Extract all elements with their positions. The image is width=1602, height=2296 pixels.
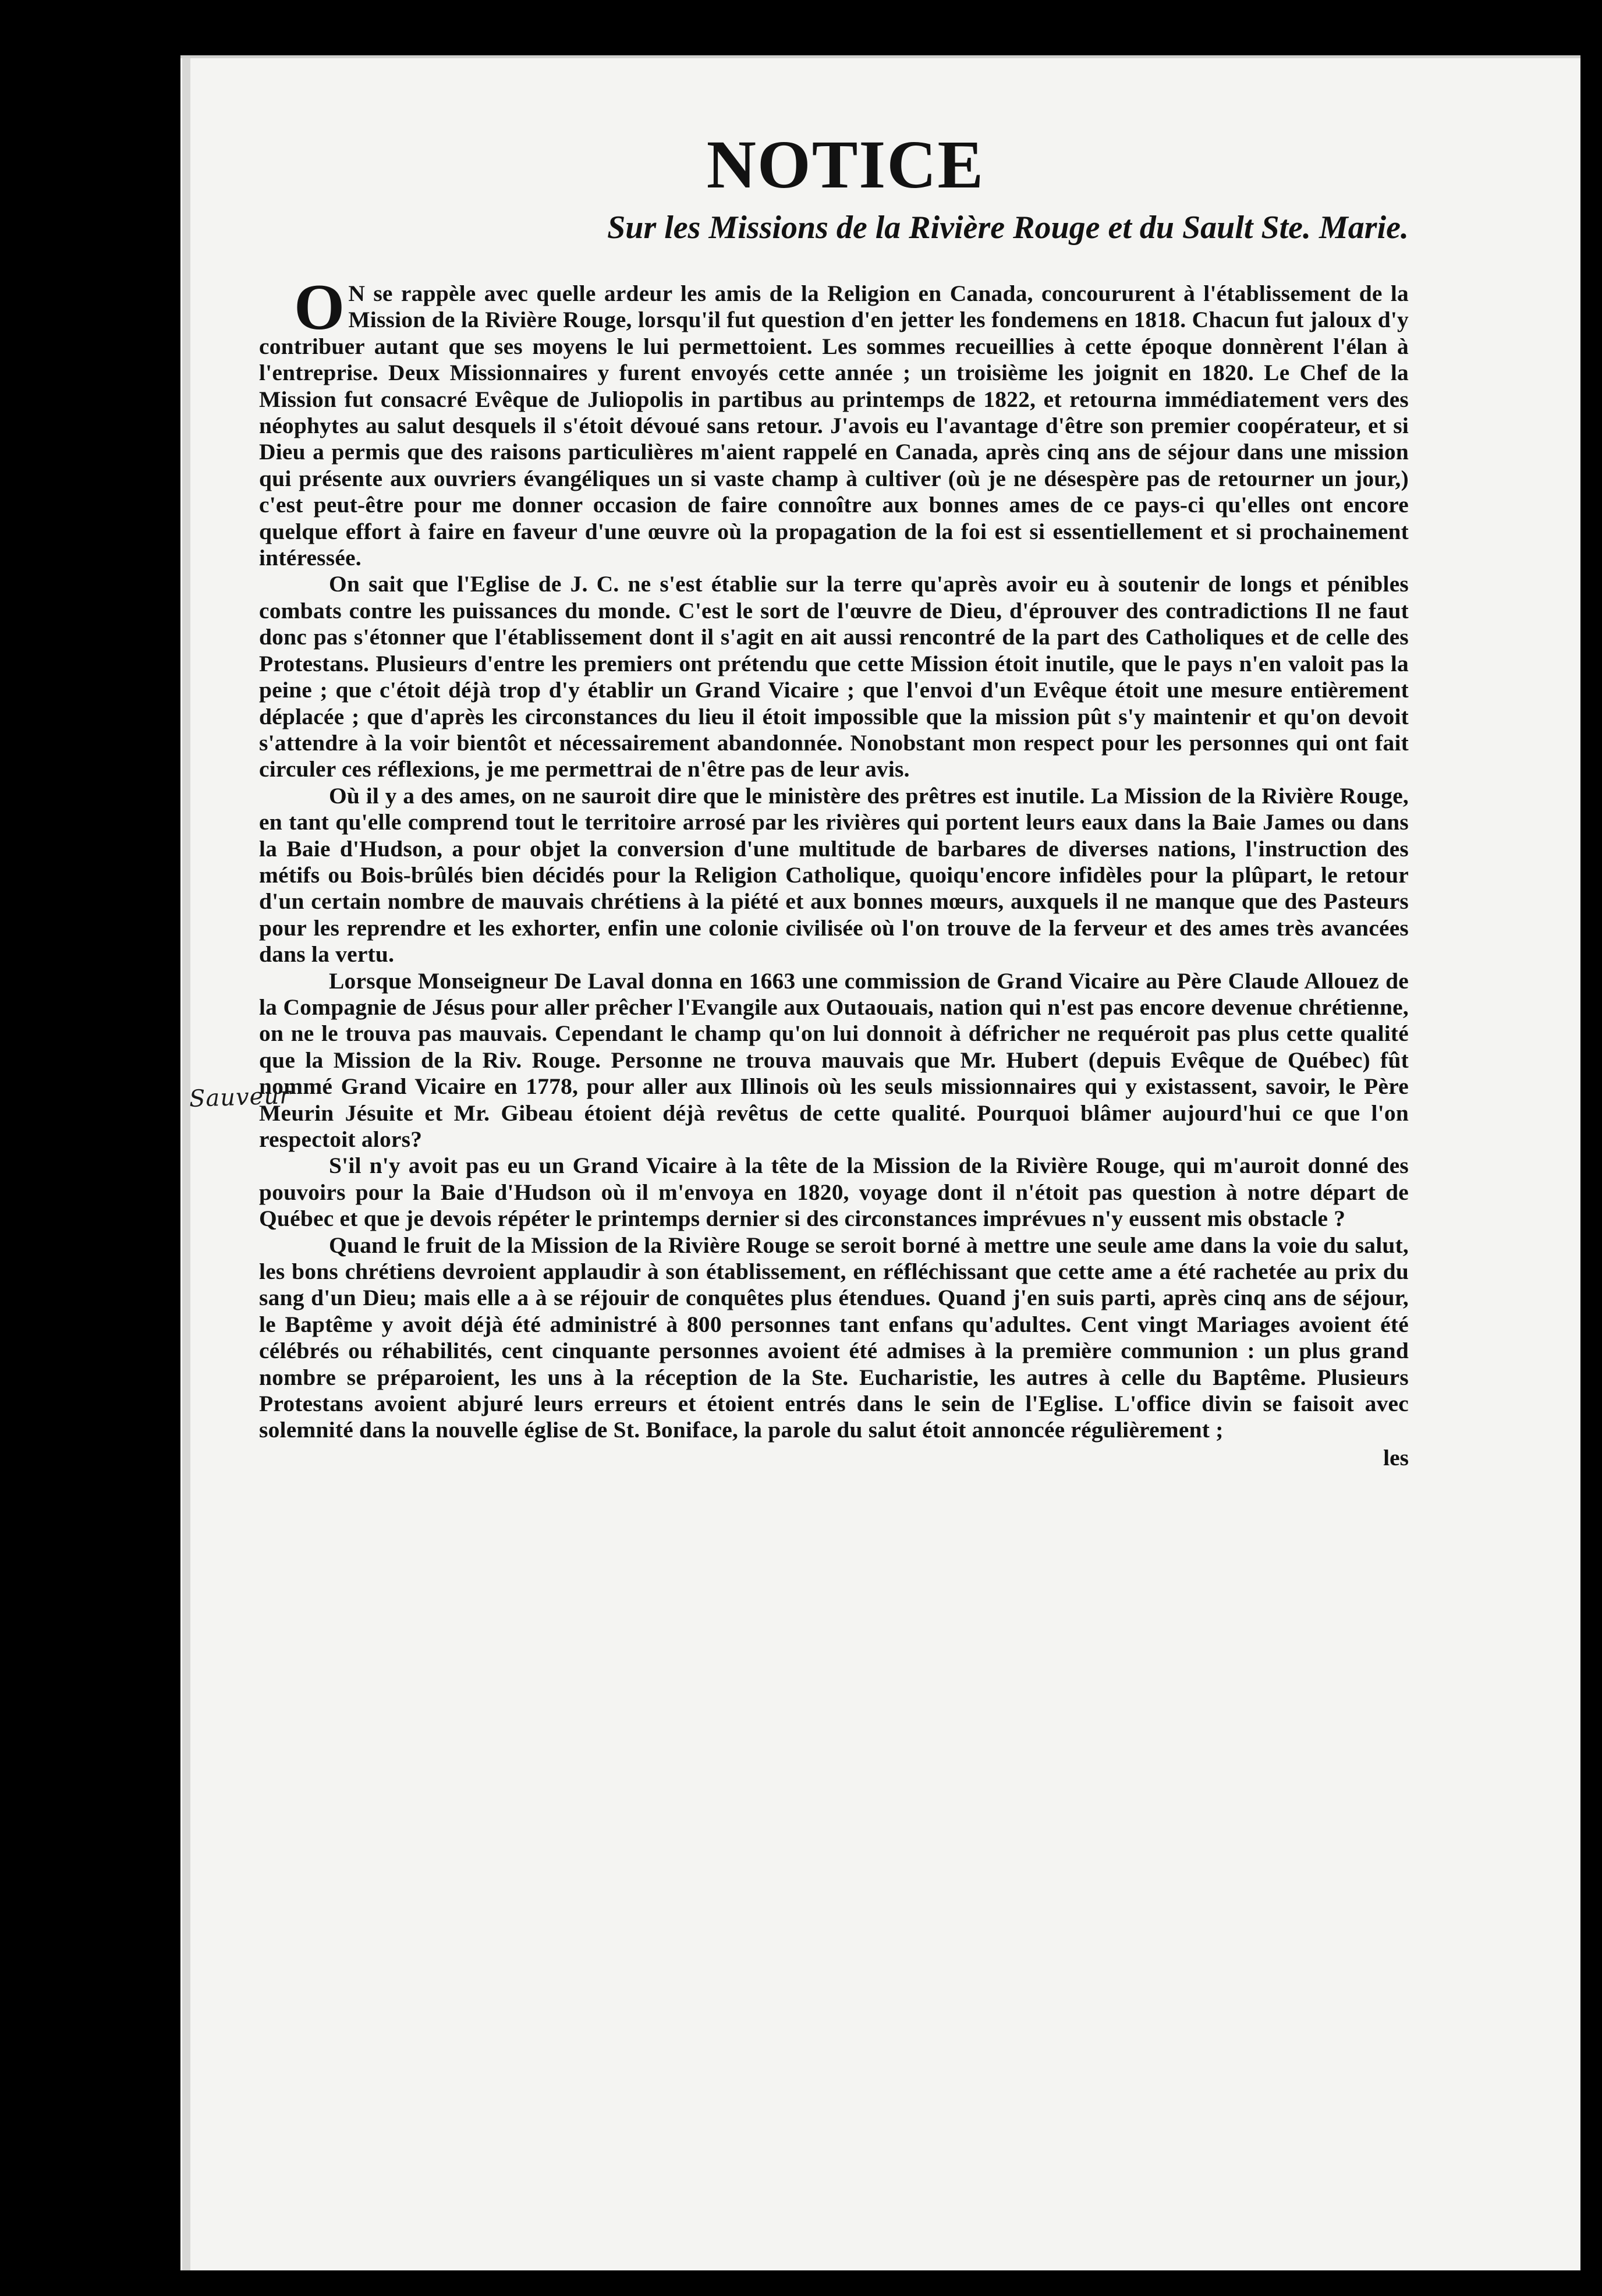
drop-cap: O — [294, 271, 345, 343]
paragraph-text: N se rappèle avec quelle ardeur les amis de la Religion en Canada, concoururent à l'établissement de la Mission de la Rivière Rouge, lorsqu'il fut question d'en jetter les fondemens en 1818. Chacun fut jaloux d'y contribuer autant que ses moyens le lui permettoient. Les sommes recueillies à cette époque donnèrent l'élan à l'entreprise. Deux Missionnaires y furent envoyés cette année ; un troisième les joignit en 1820. Le Chef de la Mission fut consacré Evêque de Juliopolis in partibus au printemps de 1822, et retourna immédiatement vers des néophytes au salut desquels il s'étoit dévoué sans retour. J'avois eu l'avantage d'être son premier coopérateur, et si Dieu a permis que des raisons particulières m'aient rappelé en Canada, après cinq ans de séjour dans une mission qui présente aux ouvriers évangéliques un si vaste champ à cultiver (où je ne désespère pas de retourner un jour,) c'est peut-être pour me donner occasion de faire connoître aux bonnes ames de ce pays-ci qu'elles ont encore quelque effort à faire en faveur d'une œuvre où la propagation de la foi est si essentiellement et si prochainement intéressée. — [259, 281, 1409, 571]
paragraph-2: On sait que l'Eglise de J. C. ne s'est établie sur la terre qu'après avoir eu à soutenir de longs et pénibles combats contre les puissances du monde. C'est le sort de l'œuvre de Dieu, d'éprouver des contradictions Il ne faut donc pas s'étonner que l'établissement dont il s'agit en ait aussi rencontré de la part des Catholiques et de celle des Protestans. Plusieurs d'entre les premiers ont prétendu que cette Mission étoit inutile, que le pays n'en valoit pas la peine ; que c'étoit déjà trop d'y établir un Grand Vicaire ; que l'envoi d'un Evêque étoit une mesure entièrement déplacée ; que d'après les circonstances du lieu il étoit impossible que la mission pût s'y maintenir et qu'on devoit s'attendre à la voir bientôt et nécessairement abandonnée. Nonobstant mon respect pour les personnes qui ont fait circuler ces réflexions, je me permettrai de n'être pas de leur avis. — [259, 571, 1409, 782]
paragraph-3: Où il y a des ames, on ne sauroit dire que le ministère des prêtres est inutile. La Mission de la Rivière Rouge, en tant qu'elle comprend tout le territoire arrosé par les rivières qui portent leurs eaux dans la Baie James ou dans la Baie d'Hudson, a pour objet la conversion d'une multitude de barbares de diverses nations, l'instruction des métifs ou Bois-brûlés bien décidés pour la Religion Catholique, quoiqu'encore infidèles pour la plûpart, le retour d'un certain nombre de mauvais chrétiens à la piété et aux bonnes mœurs, auxquels il ne manque que des Pasteurs pour les reprendre et les exhorter, enfin une colonie civilisée où l'on trouve de la ferveur et des ames très avancées dans la vertu. — [259, 782, 1409, 968]
notice-article — [259, 127, 1409, 1471]
paragraph-5: S'il n'y avoit pas eu un Grand Vicaire à la tête de la Mission de la Rivière Rouge, qui m'auroit donné des pouvoirs pour la Baie d'Hudson où il m'envoya en 1820, voyage dont il n'étoit pas question à notre départ de Québec et que je devois répéter le printemps dernier si des circonstances imprévues n'y eussent mis obstacle ? — [259, 1153, 1409, 1232]
paragraph-4: Lorsque Monseigneur De Laval donna en 1663 une commission de Grand Vicaire au Père Claude Allouez de la Compagnie de Jésus pour aller prêcher l'Evangile aux Outaouais, nation qui n'est pas encore devenue chrétienne, on ne le trouva pas mauvais. Cependant le champ qu'on lui donnoit à défricher ne requéroit pas plus cette qualité que la Mission de la Riv. Rouge. Personne ne trouva mauvais que Mr. Hubert (depuis Evêque de Québec) fût nommé Grand Vicaire en 1778, pour aller aux Illinois où les seuls missionnaires qui y existassent, savoir, le Père Meurin Jésuite et Mr. Gibeau étoient déjà revêtus de cette qualité. Pourquoi blâmer aujourd'hui ce que l'on respectoit alors? — [259, 968, 1409, 1152]
paragraph-6: Quand le fruit de la Mission de la Rivière Rouge se seroit borné à mettre une seule ame dans la voie du salut, les bons chrétiens devroient applaudir à son établissement, en réfléchissant que cette ame a été rachetée au prix du sang d'un Dieu; mais elle a à se réjouir de conquêtes plus étendues. Quand j'en suis parti, après cinq ans de séjour, le Baptême y avoit déjà été administré à 800 personnes tant enfans qu'adultes. Cent vingt Mariages avoient été célébrés ou réhabilités, cent cinquante personnes avoient été admises à la première communion : un plus grand nombre se préparoient, les uns à la réception de la Ste. Eucharistie, les autres à celle du Baptême. Plusieurs Protestans avoient abjuré leurs erreurs et étoient entrés dans le sein de l'Eglise. L'office divin se faisoit avec solemnité dans la nouvelle église de St. Boniface, la parole du salut étoit annoncée régulièrement ; — [259, 1232, 1409, 1443]
paragraph-1 — [259, 271, 1409, 571]
handwritten-margin-note: Sauveur — [189, 1082, 292, 1113]
document-title: NOTICE — [706, 126, 985, 203]
article-body — [259, 271, 1409, 1471]
document-subtitle: Sur les Missions de la Rivière Rouge et du Sault Ste. Marie. — [607, 210, 1409, 246]
catchword: les — [1383, 1444, 1409, 1471]
